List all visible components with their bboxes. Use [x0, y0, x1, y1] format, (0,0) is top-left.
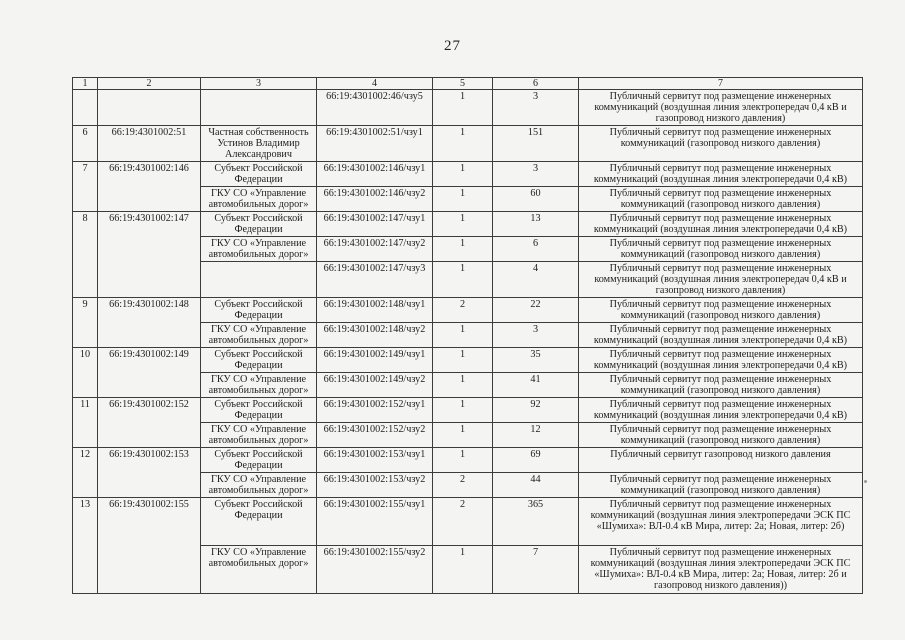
row-number — [73, 90, 98, 126]
description-cell: Публичный сервитут газопровод низкого давления — [579, 448, 863, 473]
table-row — [73, 212, 863, 237]
row-number: 13 — [73, 498, 98, 594]
row-number: 11 — [73, 398, 98, 448]
description-cell: Публичный сервитут под размещение инженерных коммуникаций (воздушная линия электропередачи ЭСК ПС «Шумиха»: ВЛ-0.4 кВ Мира, литер: 2а; Новая, литер: 2б и газопровод низкого давления)) — [579, 546, 863, 594]
col6-cell: 13 — [493, 212, 579, 237]
col6-cell: 365 — [493, 498, 579, 546]
owner-cell: Частная собственность Устинов Владимир Александрович — [201, 126, 317, 162]
row-number: 12 — [73, 448, 98, 498]
part-code-cell: 66:19:4301002:152/чзу2 — [317, 423, 433, 448]
table-row — [73, 298, 863, 323]
col6-cell: 3 — [493, 323, 579, 348]
owner-cell — [201, 262, 317, 298]
col6-cell: 44 — [493, 473, 579, 498]
row-number: 9 — [73, 298, 98, 348]
description-cell: Публичный сервитут под размещение инженерных коммуникаций (воздушная линия электропередачи 0,4 кВ) — [579, 323, 863, 348]
col5-cell: 1 — [433, 546, 493, 594]
col5-cell: 1 — [433, 423, 493, 448]
owner-cell: Субъект Российской Федерации — [201, 498, 317, 546]
col6-cell: 35 — [493, 348, 579, 373]
col6-cell: 41 — [493, 373, 579, 398]
row-number: 7 — [73, 162, 98, 212]
col6-cell: 3 — [493, 90, 579, 126]
col5-cell: 1 — [433, 212, 493, 237]
owner-cell: ГКУ СО «Управление автомобильных дорог» — [201, 423, 317, 448]
description-cell: Публичный сервитут под размещение инженерных коммуникаций (газопровод низкого давления) — [579, 373, 863, 398]
part-code-cell: 66:19:4301002:148/чзу1 — [317, 298, 433, 323]
owner-cell: Субъект Российской Федерации — [201, 162, 317, 187]
description-cell: Публичный сервитут под размещение инженерных коммуникаций (воздушная линия электропередачи 0,4 кВ) — [579, 398, 863, 423]
description-cell: Публичный сервитут под размещение инженерных коммуникаций (воздушная линия электропередач 0,4 кВ и газопровод низкого давления) — [579, 90, 863, 126]
col5-cell: 1 — [433, 262, 493, 298]
part-code-cell: 66:19:4301002:148/чзу2 — [317, 323, 433, 348]
column-header: 7 — [579, 78, 863, 90]
table-row — [73, 448, 863, 473]
row-number: 6 — [73, 126, 98, 162]
description-cell: Публичный сервитут под размещение инженерных коммуникаций (газопровод низкого давления) — [579, 473, 863, 498]
column-header: 1 — [73, 78, 98, 90]
part-code-cell: 66:19:4301002:155/чзу1 — [317, 498, 433, 546]
part-code-cell: 66:19:4301002:147/чзу2 — [317, 237, 433, 262]
cadastral-number: 66:19:4301002:152 — [98, 398, 201, 448]
column-header: 2 — [98, 78, 201, 90]
col5-cell: 1 — [433, 373, 493, 398]
page-number: 27 — [444, 38, 461, 54]
col6-cell: 69 — [493, 448, 579, 473]
col5-cell: 1 — [433, 237, 493, 262]
col5-cell: 1 — [433, 126, 493, 162]
part-code-cell: 66:19:4301002:149/чзу2 — [317, 373, 433, 398]
col6-cell: 60 — [493, 187, 579, 212]
description-cell: Публичный сервитут под размещение инженерных коммуникаций (воздушная линия электропередачи 0,4 кВ) — [579, 212, 863, 237]
owner-cell: ГКУ СО «Управление автомобильных дорог» — [201, 473, 317, 498]
description-cell: Публичный сервитут под размещение инженерных коммуникаций (воздушная линия электропередачи 0,4 кВ) — [579, 348, 863, 373]
column-header: 4 — [317, 78, 433, 90]
column-header: 3 — [201, 78, 317, 90]
table-row — [73, 498, 863, 546]
scan-speck — [864, 480, 867, 483]
col6-cell: 92 — [493, 398, 579, 423]
part-code-cell: 66:19:4301002:51/чзу1 — [317, 126, 433, 162]
col6-cell: 151 — [493, 126, 579, 162]
cadastral-number: 66:19:4301002:153 — [98, 448, 201, 498]
col6-cell: 3 — [493, 162, 579, 187]
col5-cell: 1 — [433, 90, 493, 126]
owner-cell — [201, 90, 317, 126]
row-number: 8 — [73, 212, 98, 298]
table-row — [73, 348, 863, 373]
column-header: 6 — [493, 78, 579, 90]
part-code-cell: 66:19:4301002:146/чзу1 — [317, 162, 433, 187]
table-row — [73, 398, 863, 423]
col5-cell: 1 — [433, 448, 493, 473]
owner-cell: ГКУ СО «Управление автомобильных дорог» — [201, 237, 317, 262]
part-code-cell: 66:19:4301002:147/чзу3 — [317, 262, 433, 298]
description-cell: Публичный сервитут под размещение инженерных коммуникаций (газопровод низкого давления) — [579, 126, 863, 162]
description-cell: Публичный сервитут под размещение инженерных коммуникаций (воздушная линия электропередач 0,4 кВ и газопровод низкого давления) — [579, 262, 863, 298]
col5-cell: 2 — [433, 473, 493, 498]
table-row — [73, 90, 863, 126]
col6-cell: 6 — [493, 237, 579, 262]
row-number: 10 — [73, 348, 98, 398]
column-header: 5 — [433, 78, 493, 90]
header-row — [73, 78, 863, 90]
table-row — [73, 126, 863, 162]
owner-cell: Субъект Российской Федерации — [201, 212, 317, 237]
col5-cell: 1 — [433, 162, 493, 187]
owner-cell: Субъект Российской Федерации — [201, 348, 317, 373]
easement-table — [72, 77, 863, 594]
description-cell: Публичный сервитут под размещение инженерных коммуникаций (воздушная линия электропередачи ЭСК ПС «Шумиха»: ВЛ-0.4 кВ Мира, литер: 2а; Новая, литер: 2б) — [579, 498, 863, 546]
owner-cell: Субъект Российской Федерации — [201, 448, 317, 473]
owner-cell: ГКУ СО «Управление автомобильных дорог» — [201, 373, 317, 398]
col5-cell: 1 — [433, 323, 493, 348]
cadastral-number: 66:19:4301002:148 — [98, 298, 201, 348]
cadastral-number: 66:19:4301002:51 — [98, 126, 201, 162]
description-cell: Публичный сервитут под размещение инженерных коммуникаций (газопровод низкого давления) — [579, 298, 863, 323]
cadastral-number: 66:19:4301002:147 — [98, 212, 201, 298]
col5-cell: 1 — [433, 398, 493, 423]
cadastral-number: 66:19:4301002:155 — [98, 498, 201, 594]
cadastral-number: 66:19:4301002:149 — [98, 348, 201, 398]
description-cell: Публичный сервитут под размещение инженерных коммуникаций (воздушная линия электропередачи 0,4 кВ) — [579, 162, 863, 187]
col5-cell: 1 — [433, 187, 493, 212]
cadastral-number: 66:19:4301002:146 — [98, 162, 201, 212]
part-code-cell: 66:19:4301002:147/чзу1 — [317, 212, 433, 237]
table-row — [73, 162, 863, 187]
part-code-cell: 66:19:4301002:153/чзу2 — [317, 473, 433, 498]
owner-cell: ГКУ СО «Управление автомобильных дорог» — [201, 323, 317, 348]
cadastral-number — [98, 90, 201, 126]
owner-cell: Субъект Российской Федерации — [201, 398, 317, 423]
col6-cell: 7 — [493, 546, 579, 594]
part-code-cell: 66:19:4301002:153/чзу1 — [317, 448, 433, 473]
description-cell: Публичный сервитут под размещение инженерных коммуникаций (газопровод низкого давления) — [579, 187, 863, 212]
col5-cell: 2 — [433, 298, 493, 323]
description-cell: Публичный сервитут под размещение инженерных коммуникаций (газопровод низкого давления) — [579, 237, 863, 262]
description-cell: Публичный сервитут под размещение инженерных коммуникаций (газопровод низкого давления) — [579, 423, 863, 448]
col6-cell: 12 — [493, 423, 579, 448]
part-code-cell: 66:19:4301002:155/чзу2 — [317, 546, 433, 594]
part-code-cell: 66:19:4301002:46/чзу5 — [317, 90, 433, 126]
part-code-cell: 66:19:4301002:149/чзу1 — [317, 348, 433, 373]
owner-cell: ГКУ СО «Управление автомобильных дорог» — [201, 546, 317, 594]
part-code-cell: 66:19:4301002:152/чзу1 — [317, 398, 433, 423]
col6-cell: 22 — [493, 298, 579, 323]
owner-cell: Субъект Российской Федерации — [201, 298, 317, 323]
part-code-cell: 66:19:4301002:146/чзу2 — [317, 187, 433, 212]
owner-cell: ГКУ СО «Управление автомобильных дорог» — [201, 187, 317, 212]
col6-cell: 4 — [493, 262, 579, 298]
col5-cell: 2 — [433, 498, 493, 546]
col5-cell: 1 — [433, 348, 493, 373]
